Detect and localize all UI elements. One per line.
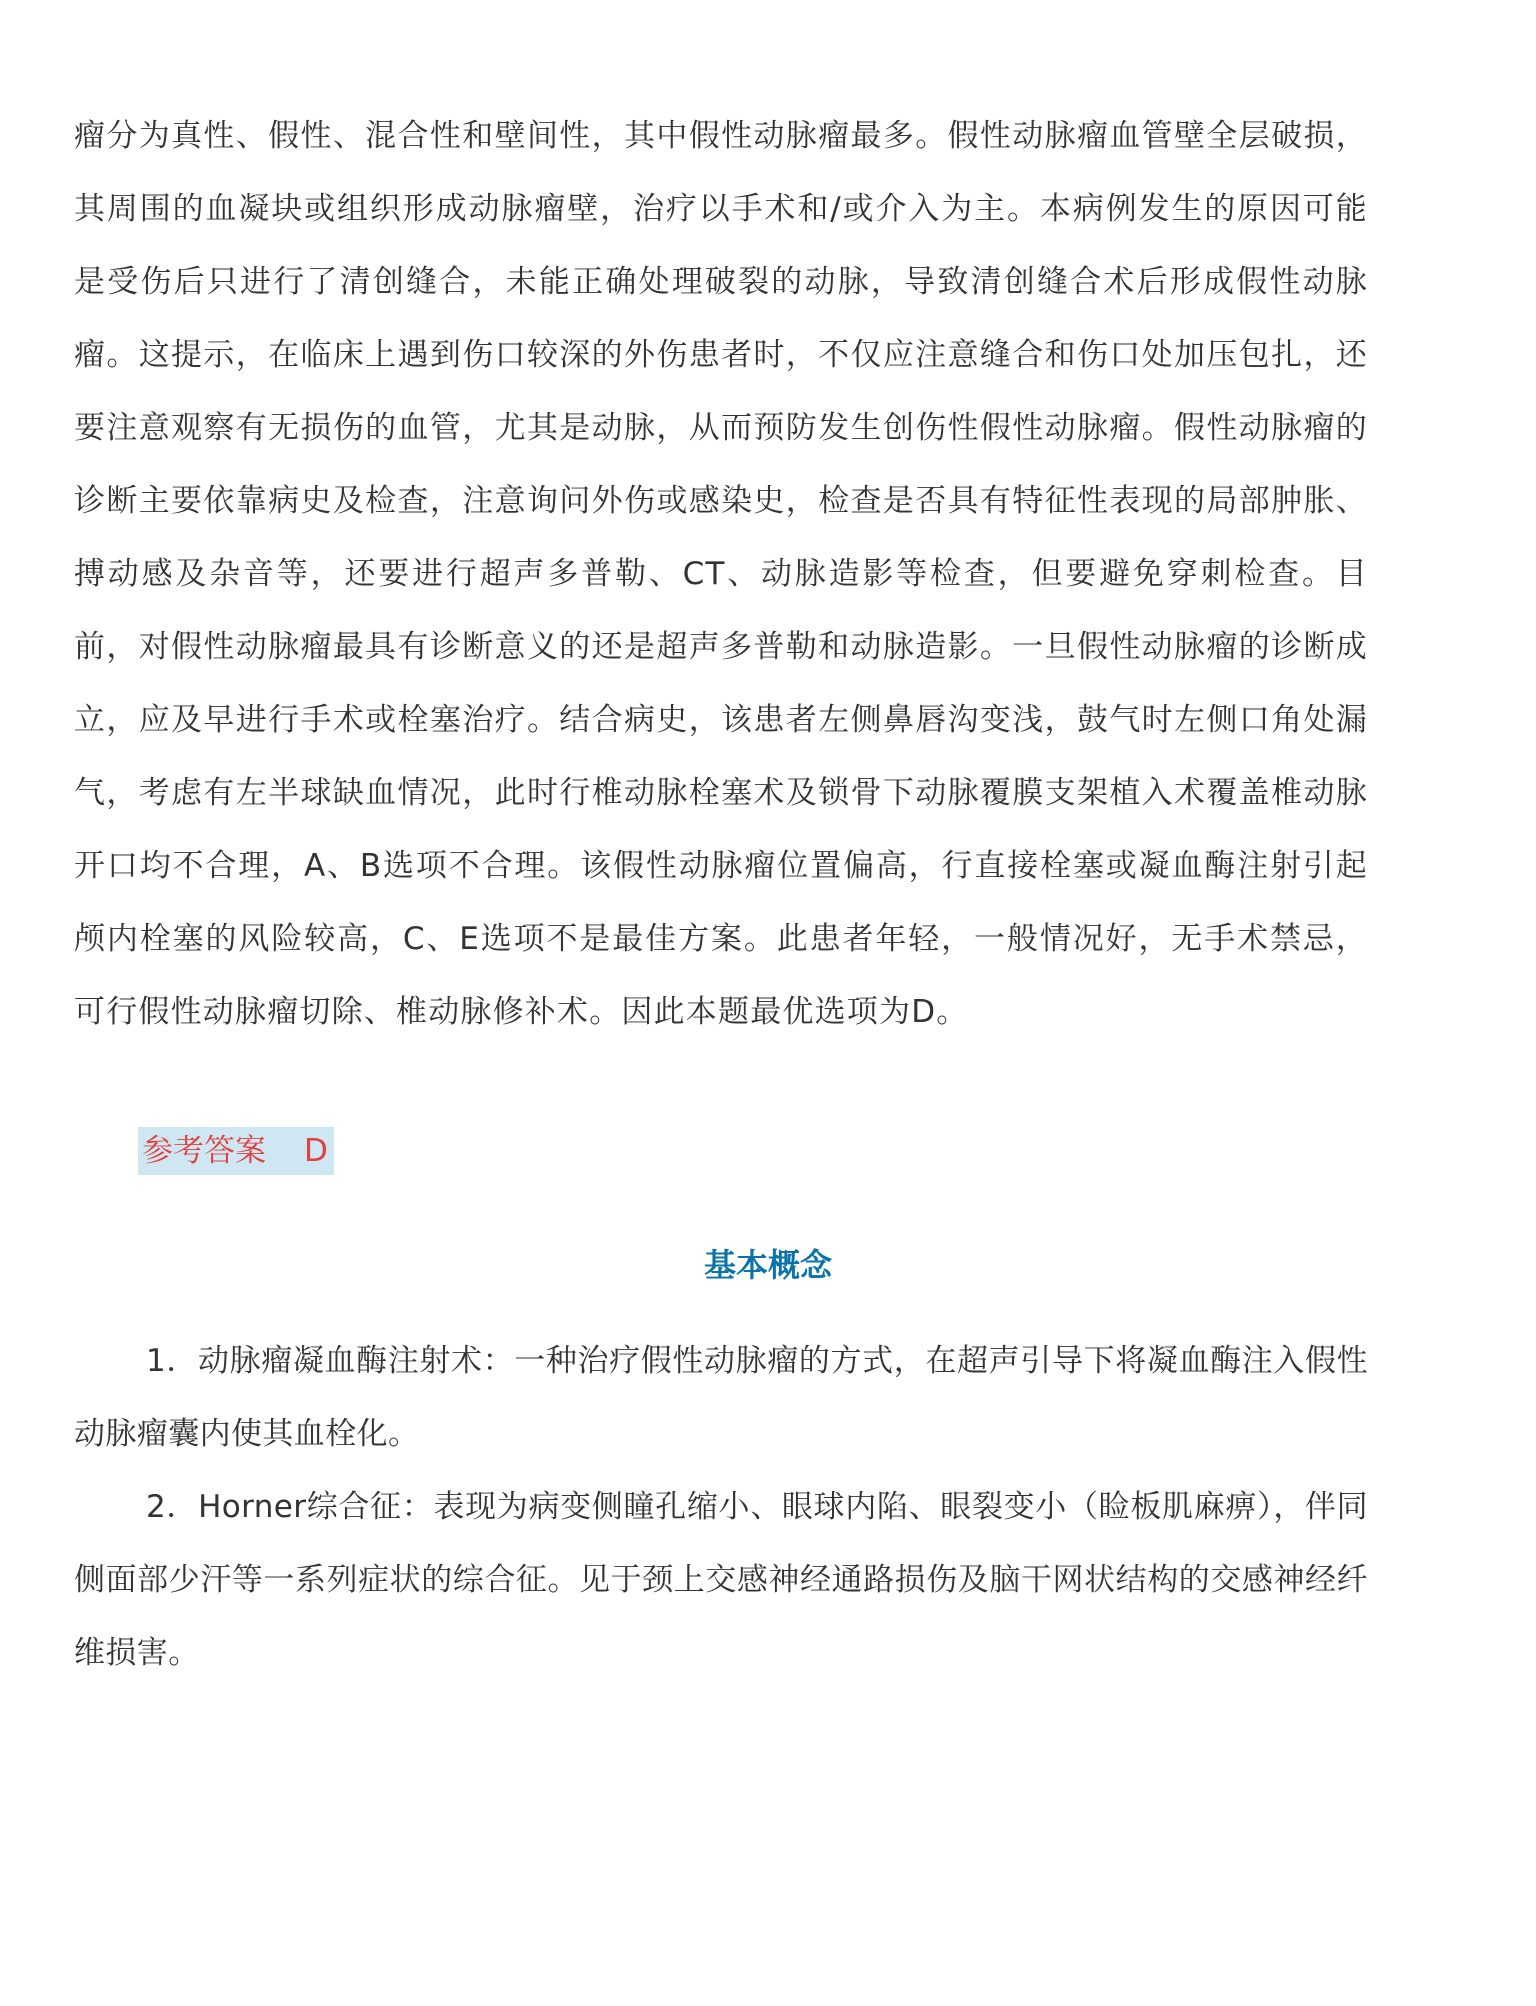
- concept-item-2: 2．Horner综合征：表现为病变侧瞳孔缩小、眼球内陷、眼裂变小（睑板肌麻痹），伴同侧面部少汗等一系列症状的综合征。见于颈上交感神经通路损伤及脑干网状结构的交感神经纤维损害。: [74, 1489, 1368, 1671]
- concept-item-1: 1．动脉瘤凝血酶注射术：一种治疗假性动脉瘤的方式，在超声引导下将凝血酶注入假性动脉瘤囊内使其血栓化。: [74, 1343, 1368, 1452]
- answer-label: 参考答案: [142, 1133, 266, 1169]
- section-title: 基本概念: [703, 1246, 832, 1284]
- reference-answer: [138, 1127, 334, 1175]
- answer-value: D: [304, 1133, 328, 1169]
- explanation-paragraph: 瘤分为真性、假性、混合性和壁间性，其中假性动脉瘤最多。假性动脉瘤血管壁全层破损，其周围的血凝块或组织形成动脉瘤壁，治疗以手术和/或介入为主。本病例发生的原因可能是受伤后只进行了清创缝合，未能正确处理破裂的动脉，导致清创缝合术后形成假性动脉瘤。这提示，在临床上遇到伤口较深的外伤患者时，不仅应注意缝合和伤口处加压包扎，还要注意观察有无损伤的血管，尤其是动脉，从而预防发生创伤性假性动脉瘤。假性动脉瘤的诊断主要依靠病史及检查，注意询问外伤或感染史，检查是否具有特征性表现的局部肿胀、搏动感及杂音等，还要进行超声多普勒、CT、动脉造影等检查，但要避免穿刺检查。目前，对假性动脉瘤最具有诊断意义的还是超声多普勒和动脉造影。一旦假性动脉瘤的诊断成立，应及早进行手术或栓塞治疗。结合病史，该患者左侧鼻唇沟变浅，鼓气时左侧口角处漏气，考虑有左半球缺血情况，此时行椎动脉栓塞术及锁骨下动脉覆膜支架植入术覆盖椎动脉开口均不合理，A、B选项不合理。该假性动脉瘤位置偏高，行直接栓塞或凝血酶注射引起颅内栓塞的风险较高，C、E选项不是最佳方案。此患者年轻，一般情况好，无手术禁忌，可行假性动脉瘤切除、椎动脉修补术。因此本题最优选项为D。: [74, 118, 1368, 1030]
